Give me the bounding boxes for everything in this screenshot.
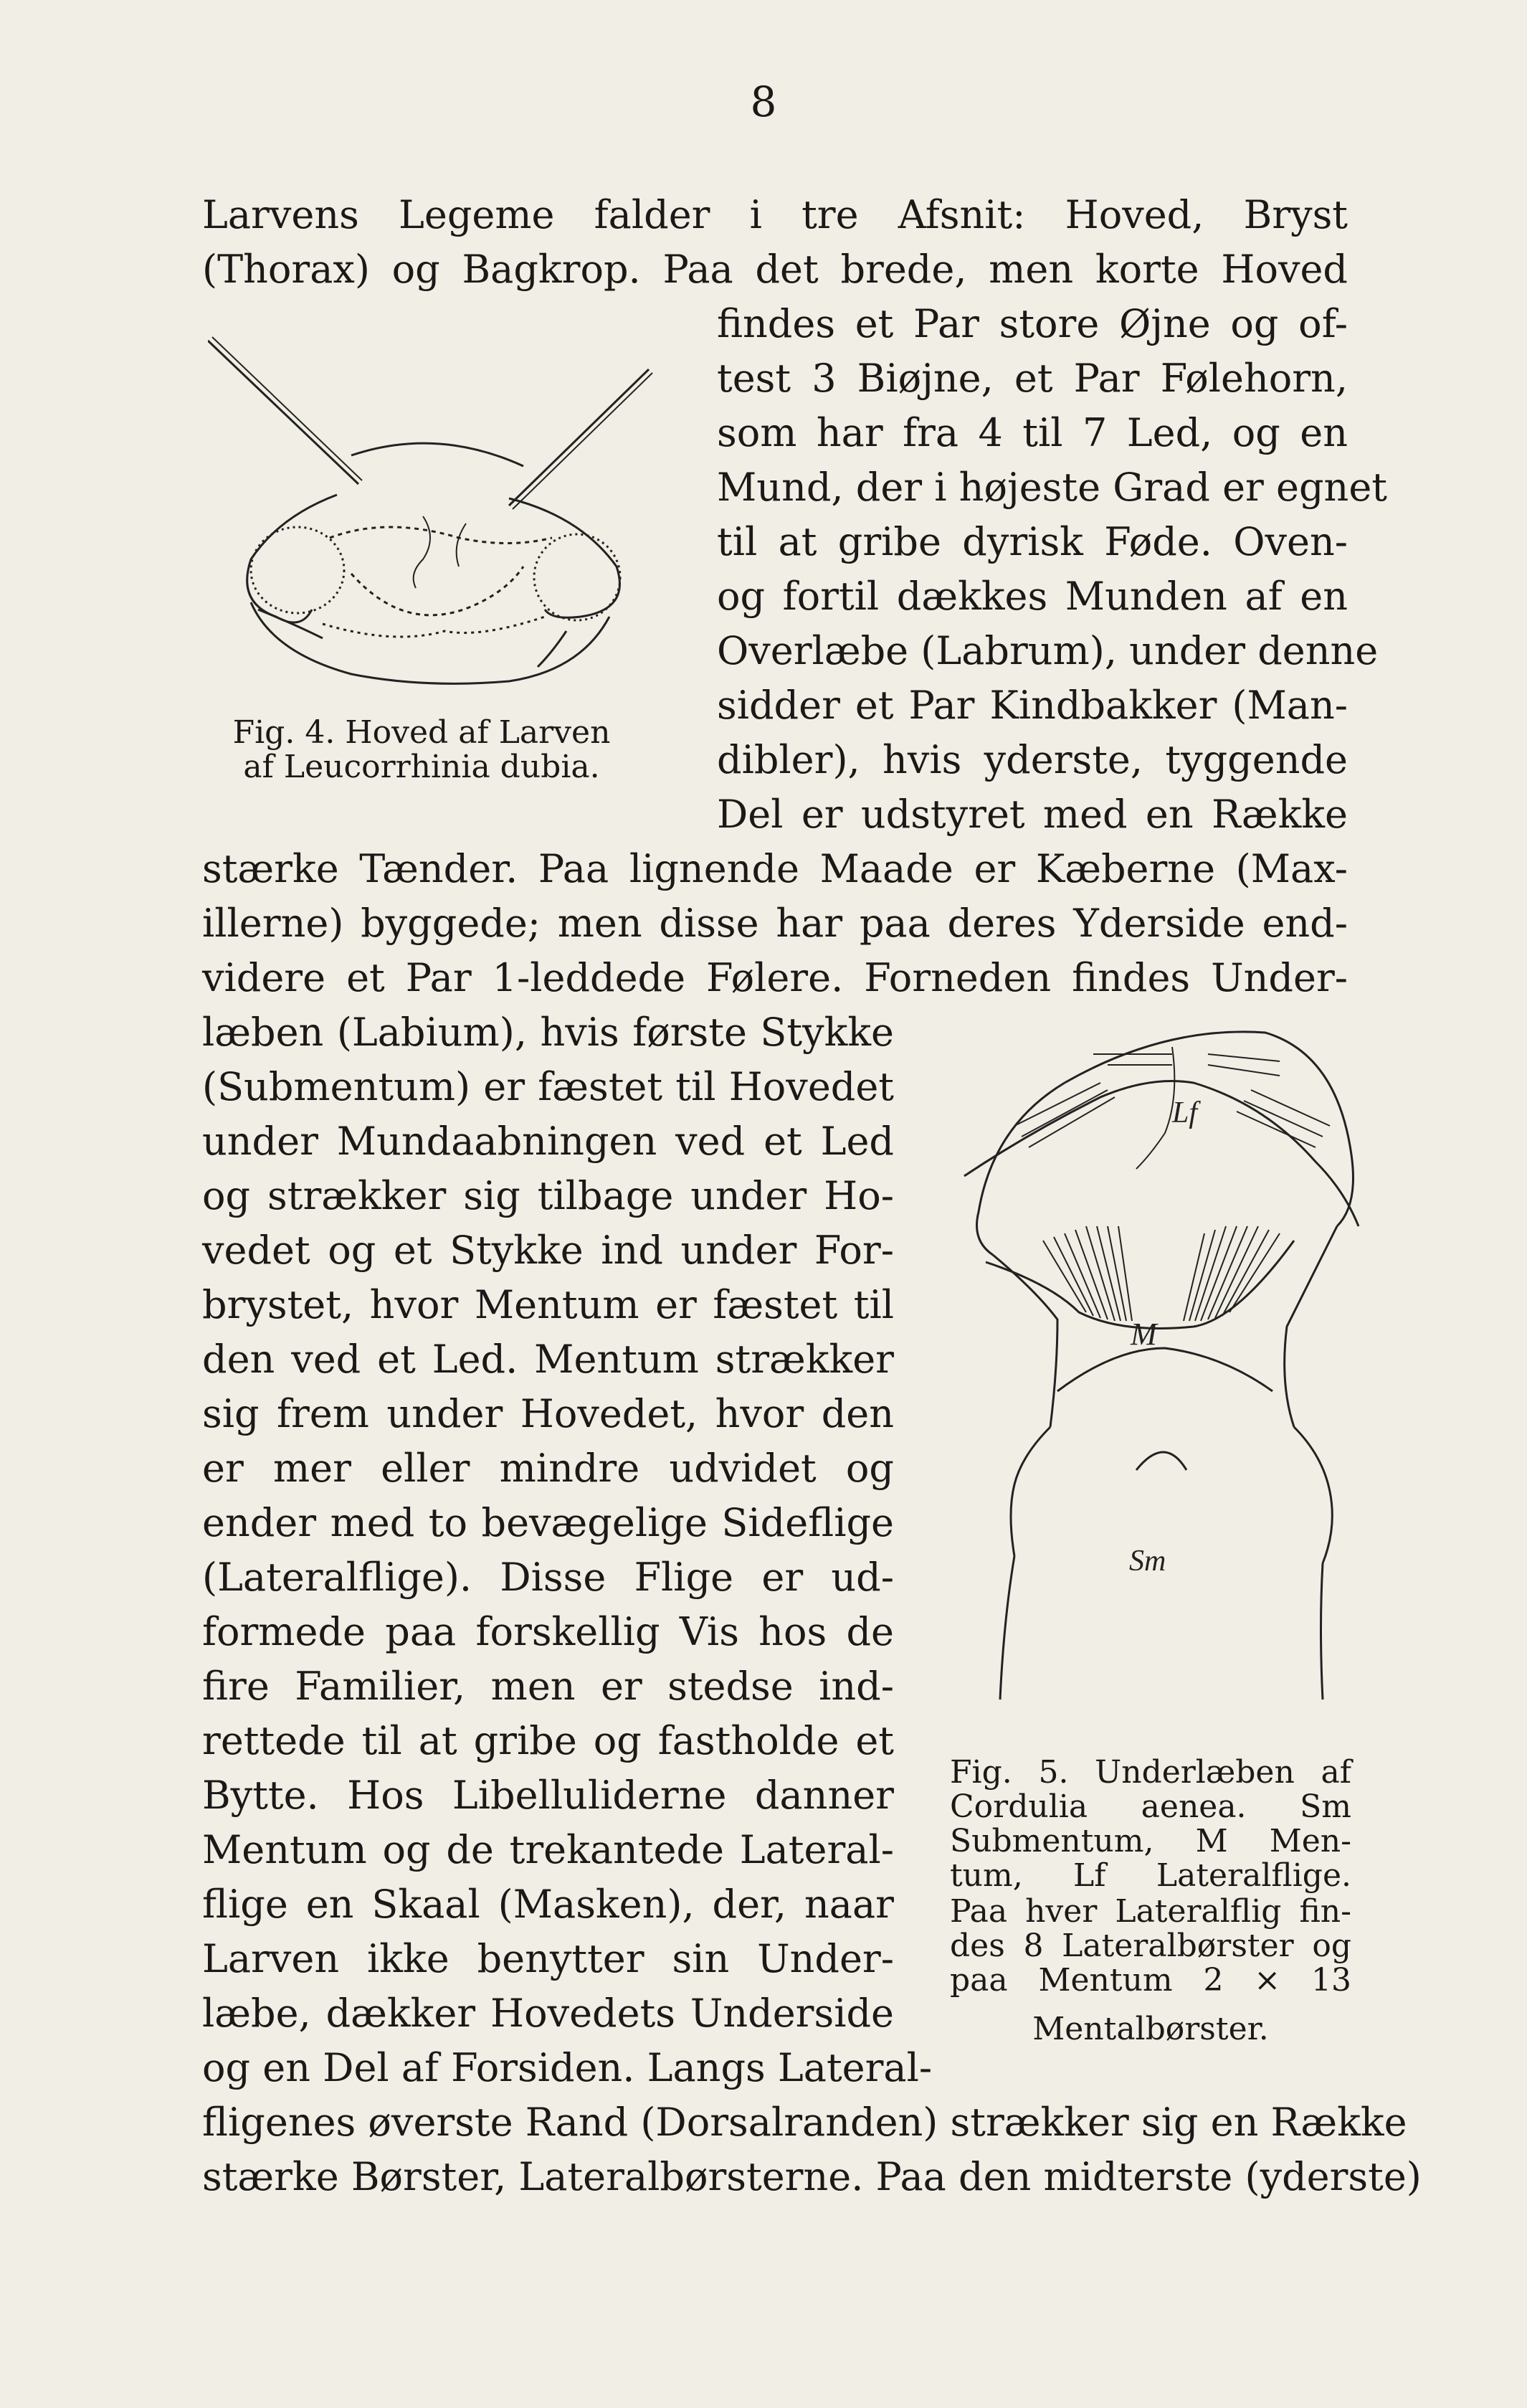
body-line: til at gribe dyrisk Føde. Oven-: [717, 519, 1348, 564]
body-line: brystet, hvor Mentum er fæstet til: [202, 1282, 894, 1327]
submentum-left-edge: [1000, 1556, 1014, 1700]
submentum-right-edge: [1321, 1563, 1323, 1700]
label-lf: Lf: [1172, 1096, 1198, 1129]
figure-4-caption-line: Fig. 4. Hoved af Larven: [232, 714, 611, 751]
body-line: er mer eller mindre udvidet og: [202, 1446, 894, 1491]
body-line: sig frem under Hovedet, hvor den: [202, 1391, 894, 1436]
body-line: (Lateralflige). Disse Flige er ud-: [202, 1555, 894, 1600]
body-line: og strækker sig tilbage under Ho-: [202, 1173, 894, 1218]
body-line: under Mundaabningen ved et Led: [202, 1119, 894, 1164]
body-line: vedet og et Stykke ind under For-: [202, 1228, 894, 1273]
mentum-left-edge: [993, 1255, 1057, 1427]
body-line: Larven ikke benytter sin Under-: [202, 1936, 894, 1981]
figure-5-caption-line: paa Mentum 2 × 13: [950, 1962, 1351, 1999]
body-line: Bytte. Hos Libelluliderne danner: [202, 1773, 894, 1818]
body-line: den ved et Led. Mentum strækker: [202, 1337, 894, 1382]
body-line: fire Familier, men er stedse ind-: [202, 1664, 894, 1709]
figure-5-labium: [936, 1011, 1366, 1743]
body-line: Del er udstyret med en Række: [717, 792, 1348, 837]
head-bottom: [251, 602, 609, 683]
body-line: (Thorax) og Bagkrop. Paa det brede, men korte Hoved: [202, 247, 1348, 292]
body-line: Larvens Legeme falder i tre Afsnit: Hoved, Bryst: [202, 192, 1348, 237]
label-sm: Sm: [1129, 1545, 1166, 1578]
figure-4-caption-line: af Leucorrhinia dubia.: [243, 749, 600, 785]
body-line: læbe, dækker Hovedets Underside: [202, 1991, 894, 2036]
body-line: formede paa forskellig Vis hos de: [202, 1609, 894, 1654]
body-line: Mentum og de trekantede Lateral-: [202, 1827, 894, 1872]
body-line: sidder et Par Kindbakker (Man-: [717, 683, 1348, 728]
body-line: Overlæbe (Labrum), under denne: [717, 628, 1379, 673]
body-line: og en Del af Forsiden. Langs Lateral-: [202, 2045, 933, 2090]
body-line: flige en Skaal (Masken), der, naar: [202, 1882, 894, 1927]
figure-5-caption-line: Mentalbørster.: [1032, 2011, 1269, 2047]
head-top: [351, 443, 523, 466]
figure-5-caption-line: des 8 Lateralbørster og: [950, 1928, 1351, 1964]
figure-5-caption-line: Cordulia aenea. Sm: [950, 1788, 1351, 1825]
body-line: og fortil dækkes Munden af en: [717, 574, 1348, 619]
lateral-lobe-outline: [1065, 1032, 1354, 1226]
figure-4-larva-head: [208, 301, 667, 703]
body-line: stærke Tænder. Paa lignende Maade er Kæberne (Max-: [202, 846, 1348, 891]
body-line: læben (Labium), hvis første Stykke: [202, 1010, 894, 1055]
mental-bristles-left: [1043, 1226, 1132, 1321]
antenna-right: [509, 369, 649, 506]
body-line: illerne) byggede; men disse har paa deres Yderside end-: [202, 901, 1348, 946]
body-line: stærke Børster, Lateralbørsterne. Paa den midterste (yderste): [202, 2154, 1422, 2199]
antenna-left: [208, 341, 358, 484]
body-line: videre et Par 1-leddede Følere. Forneden findes Under-: [202, 955, 1348, 1000]
figure-5-caption-line: Paa hver Lateralflig fin-: [950, 1893, 1351, 1930]
mental-bristles-right: [1184, 1226, 1280, 1321]
body-line: findes et Par store Øjne og of-: [717, 301, 1348, 346]
body-line: som har fra 4 til 7 Led, og en: [717, 410, 1348, 455]
body-line: Mund, der i højeste Grad er egnet: [717, 465, 1387, 510]
label-m: M: [1131, 1317, 1157, 1352]
mentum-right-edge: [1285, 1226, 1337, 1427]
figure-5-caption-line: Submentum, M Men-: [950, 1823, 1351, 1859]
body-line: fligenes øverste Rand (Dorsalranden) strækker sig en Række: [202, 2100, 1407, 2145]
body-line: dibler), hvis yderste, tyggende: [717, 737, 1348, 782]
body-line: test 3 Biøjne, et Par Følehorn,: [717, 356, 1348, 401]
figure-5-caption-line: Fig. 5. Underlæben af: [950, 1754, 1351, 1791]
body-line: ender med to bevægelige Sideflige: [202, 1500, 894, 1545]
body-line: (Submentum) er fæstet til Hovedet: [202, 1064, 894, 1109]
page-number: 8: [750, 77, 777, 126]
body-line: rettede til at gribe og fastholde et: [202, 1718, 894, 1763]
figure-5-caption-line: tum, Lf Lateralflige.: [950, 1857, 1351, 1894]
